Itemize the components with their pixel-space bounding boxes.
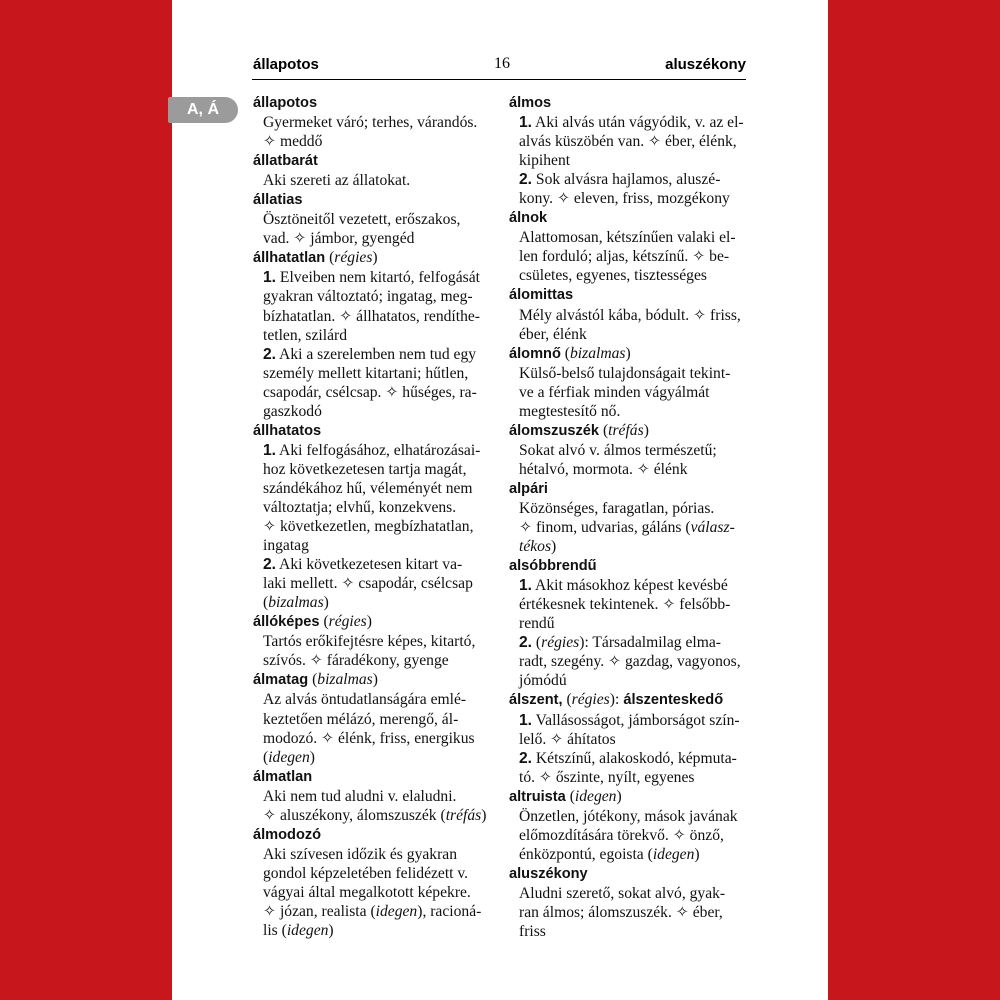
dictionary-entry <box>509 344 747 421</box>
definition-line: Aki nem tud aludni v. elaludni. <box>263 787 457 805</box>
dictionary-entry <box>509 690 747 786</box>
sense-number: 1. <box>263 441 277 459</box>
definition-line: ve a férfiak minden vágyálmát <box>519 383 710 401</box>
definition-line: hétalvó, mormota. ✧ élénk <box>519 460 688 478</box>
definition-line: személy mellett kitartani; hűtlen, <box>263 364 469 382</box>
running-head-right: aluszékony <box>665 56 746 73</box>
right-column <box>509 93 747 941</box>
definition-line: laki mellett. ✧ csapodár, csélcsap <box>263 575 473 593</box>
dictionary-entry <box>253 151 491 190</box>
definition-line: 1. Akit másokhoz képest kevésbé <box>519 577 728 595</box>
headword: álomnő <box>509 345 561 362</box>
dictionary-entry <box>253 825 491 940</box>
definition-line: változtatja; elvhű, konzekvens. <box>263 498 457 516</box>
entry-headword-line <box>509 93 747 113</box>
header-rule <box>252 79 746 80</box>
definition-line: 2. (régies): Társadalmilag elma- <box>519 634 721 652</box>
definition-line: megtestesítő nő. <box>519 402 621 420</box>
headword: álmodozó <box>253 826 322 843</box>
definition-line: Közönséges, faragatlan, pórias. <box>519 499 715 517</box>
definition-line: 2. Sok alvásra hajlamos, aluszé- <box>519 171 721 189</box>
definition-line: 1. Aki felfogásához, elhatározásai- <box>263 441 481 459</box>
dictionary-entry <box>253 190 491 248</box>
definition-line: Aki szívesen időzik és gyakran <box>263 845 458 863</box>
definition-line: 2. Aki a szerelemben nem tud egy <box>263 345 477 363</box>
dictionary-entry <box>509 93 747 208</box>
headword: állhatatlan <box>253 250 326 267</box>
headword: alpári <box>509 480 548 497</box>
definition-line: énközpontú, egoista (idegen) <box>519 845 700 863</box>
dictionary-entry <box>509 208 747 285</box>
headword: álomittas <box>509 287 574 304</box>
entry-headword-line <box>509 344 747 364</box>
definition-line: friss <box>519 923 546 941</box>
headword: alsóbbrendű <box>509 558 597 575</box>
headword: aluszékony <box>509 865 588 882</box>
dictionary-entry <box>253 767 491 825</box>
entry-headword-line <box>253 151 491 171</box>
definition-line: 2. Kétszínű, alakoskodó, képmuta- <box>519 749 737 767</box>
definition-line: tékos) <box>519 538 557 556</box>
sense-number: 1. <box>519 577 533 595</box>
definition-line: Gyermeket váró; terhes, várandós. <box>263 114 478 132</box>
definition-line: tetlen, szilárd <box>263 326 347 344</box>
entry-headword-line <box>509 421 747 441</box>
definition-line: 1. Vallásosságot, jámborságot szín- <box>519 711 740 729</box>
definition-line: hoz következetesen tartja magát, <box>263 460 467 478</box>
definition-line: ✧ következetlen, megbízhatatlan, <box>263 518 474 536</box>
definition-line: lis (idegen) <box>263 922 334 940</box>
definition-line: gyakran változtató; ingatag, meg- <box>263 288 473 306</box>
register-label: (bizalmas) <box>564 344 631 362</box>
entry-headword-line <box>253 190 491 210</box>
dictionary-entry <box>509 421 747 479</box>
definition-line: vágyai által megalkotott képekre. <box>263 883 471 901</box>
definition-line: 1. Elveiben nem kitartó, felfogását <box>263 269 480 287</box>
letter-tab: A, Á <box>168 97 238 123</box>
definition-line: Aludni szerető, sokat alvó, gyak- <box>519 884 726 902</box>
definition-line: 1. Aki alvás után vágyódik, v. az el- <box>519 114 744 132</box>
definition-line: (idegen) <box>263 748 315 766</box>
register-label: (régies): <box>566 691 620 709</box>
definition-line: alvás küszöbén van. ✧ éber, élénk, <box>519 133 737 151</box>
entry-headword-line <box>509 864 747 884</box>
page-number: 16 <box>494 55 510 72</box>
definition-line: értékesnek tekintenek. ✧ felsőbb- <box>519 596 731 614</box>
entry-headword-line <box>253 93 491 113</box>
sense-number: 2. <box>519 749 533 767</box>
definition-line: szándékához hű, véleményét nem <box>263 479 473 497</box>
sense-number: 2. <box>519 634 533 652</box>
definition-line: Önzetlen, jótékony, mások javának <box>519 807 738 825</box>
entry-headword-line <box>509 479 747 499</box>
dictionary-entry <box>509 787 747 864</box>
definition-line: ✧ meddő <box>263 133 323 151</box>
dictionary-entry <box>509 479 747 556</box>
definition-line: kipihent <box>519 152 571 170</box>
definition-line: gondol képzeletében felidézett v. <box>263 864 469 882</box>
definition-line: (bizalmas) <box>263 594 329 612</box>
sense-number: 1. <box>519 711 533 729</box>
sense-number: 2. <box>263 556 277 574</box>
definition-line: lelő. ✧ áhítatos <box>519 730 616 748</box>
definition-line: Ösztöneitől vezetett, erőszakos, <box>263 211 461 229</box>
definition-line: keztetően mélázó, merengő, ál- <box>263 710 459 728</box>
definition-line: bízhatatlan. ✧ állhatatos, rendíthe- <box>263 307 481 325</box>
headword: álmatag <box>253 672 309 689</box>
definition-line: Aki szereti az állatokat. <box>263 172 411 190</box>
headword: álmatlan <box>253 768 313 785</box>
dictionary-entry <box>509 556 747 690</box>
definition-line: kony. ✧ eleven, friss, mozgékony <box>519 190 730 208</box>
headword: álomszuszék <box>509 422 600 439</box>
definition-line: Sokat alvó v. álmos természetű; <box>519 441 717 459</box>
definition-line: Tartós erőkifejtésre képes, kitartó, <box>263 633 476 651</box>
entry-headword-line <box>253 767 491 787</box>
headword: állóképes <box>253 614 320 631</box>
dictionary-entry <box>253 670 491 766</box>
definition-line: vad. ✧ jámbor, gyengéd <box>263 230 415 248</box>
running-head-left: állapotos <box>253 56 319 73</box>
definition-line: ran álmos; álomszuszék. ✧ éber, <box>519 903 723 921</box>
sense-number: 1. <box>263 269 277 287</box>
definition-line: 2. Aki következetesen kitart va- <box>263 556 463 574</box>
headword: álnok <box>509 210 548 227</box>
register-label: (bizalmas) <box>312 671 378 689</box>
register-label: (régies) <box>323 613 372 631</box>
definition-line: Az alvás öntudatlanságára emlé- <box>263 691 467 709</box>
definition-line: ✧ finom, udvarias, gáláns (válasz- <box>519 519 735 537</box>
definition-line: Alattomosan, kétszínűen valaki el- <box>519 229 736 247</box>
dictionary-entry <box>509 864 747 941</box>
entry-headword-line <box>509 787 747 807</box>
headword: állatbarát <box>253 153 318 170</box>
dictionary-entry <box>253 248 491 420</box>
definition-line: jómódú <box>519 672 567 690</box>
dictionary-entry <box>253 612 491 670</box>
headword: álmos <box>509 95 552 111</box>
register-label: (tréfás) <box>602 421 649 439</box>
entry-headword-line <box>509 285 747 305</box>
left-column <box>253 93 491 940</box>
definition-line: len forduló; aljas, kétszínű. ✧ be- <box>519 248 730 266</box>
dictionary-entry <box>509 285 747 343</box>
sense-number: 2. <box>519 171 533 189</box>
dictionary-entry <box>253 93 491 151</box>
definition-line: csapodár, csélcsap. ✧ hűséges, ra- <box>263 383 477 401</box>
entry-headword-line <box>509 690 747 710</box>
sense-number: 1. <box>519 114 533 132</box>
headword: állapotos <box>253 95 318 111</box>
headword-variant: álszenteskedő <box>619 692 724 709</box>
entry-headword-line <box>509 556 747 576</box>
definition-line: ingatag <box>263 537 309 555</box>
headword: állhatatos <box>253 422 322 439</box>
headword: álszent, <box>509 692 563 709</box>
definition-line: Külső-belső tulajdonságait tekint- <box>519 364 731 382</box>
headword: állatias <box>253 192 303 209</box>
definition-line: rendű <box>519 615 555 633</box>
entry-headword-line <box>253 612 491 632</box>
entry-headword-line <box>253 248 491 268</box>
definition-line: tó. ✧ őszinte, nyílt, egyenes <box>519 768 695 786</box>
register-label: (idegen) <box>569 787 622 805</box>
definition-line: radt, szegény. ✧ gazdag, vagyonos, <box>519 653 741 671</box>
register-label: (régies) <box>329 249 378 267</box>
sense-number: 2. <box>263 345 277 363</box>
entry-headword-line <box>509 208 747 228</box>
entry-headword-line <box>253 670 491 690</box>
headword: altruista <box>509 788 566 805</box>
definition-line: szívós. ✧ fáradékony, gyenge <box>263 652 449 670</box>
definition-line: ✧ aluszékony, álomszuszék (tréfás) <box>263 806 487 824</box>
definition-line: gaszkodó <box>263 402 322 420</box>
definition-line: ✧ józan, realista (idegen), racioná- <box>263 902 482 920</box>
definition-line: modozó. ✧ élénk, friss, energikus <box>263 729 475 747</box>
dictionary-entry <box>253 421 491 612</box>
definition-line: előmozdítására törekvő. ✧ önző, <box>519 826 724 844</box>
entry-headword-line <box>253 825 491 845</box>
definition-line: csületes, egyenes, tisztességes <box>519 267 707 285</box>
definition-line: éber, élénk <box>519 325 587 343</box>
entry-headword-line <box>253 421 491 441</box>
definition-line: Mély alvástól kába, bódult. ✧ friss, <box>519 306 741 324</box>
